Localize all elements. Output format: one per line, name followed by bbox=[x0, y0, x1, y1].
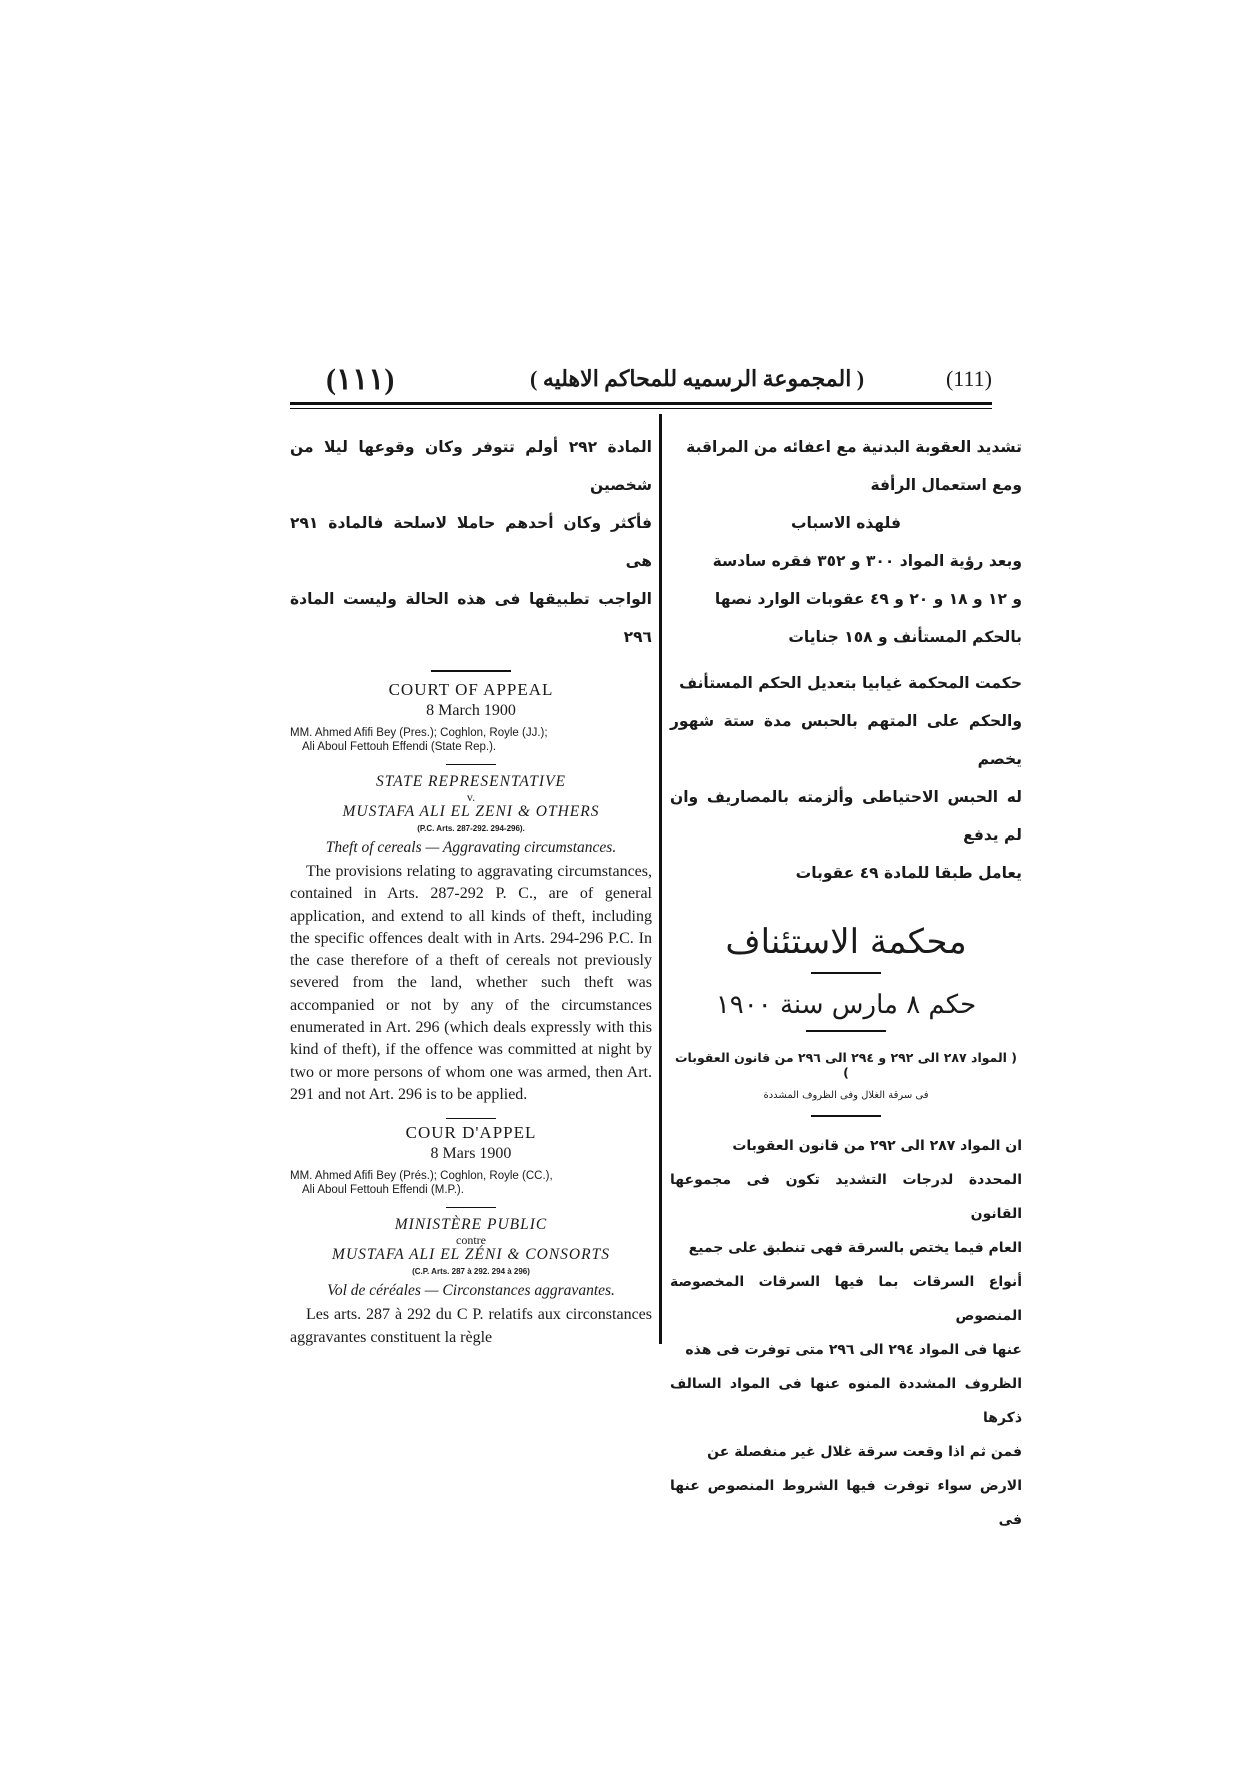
english-report bbox=[290, 680, 652, 1106]
judges-line: Ali Aboul Fettouh Effendi (State Rep.). bbox=[302, 741, 497, 753]
arabic-line: فأكثر وكان أحدهم حاملا لاسلحة فالمادة ٢٩١ هى bbox=[290, 514, 652, 570]
arabic-line: الظروف المشددة المنوه عنها فى المواد السالف ذكرها bbox=[670, 1376, 1022, 1426]
divider bbox=[811, 972, 881, 974]
arabic-line: و ١٢ و ١٨ و ٢٠ و ٤٩ عقوبات الوارد نصها bbox=[714, 590, 1022, 608]
arabic-line: ان المواد ٢٨٧ الى ٢٩٢ من قانون العقوبات bbox=[732, 1138, 1022, 1154]
arabic-judgment-end bbox=[670, 428, 1022, 892]
judges-list bbox=[290, 726, 652, 754]
headnote-text bbox=[290, 861, 652, 1106]
case-subject: Theft of cereals — Aggravating circumstances. bbox=[325, 839, 617, 856]
arabic-line: ومع استعمال الرأفة bbox=[870, 476, 1022, 494]
header-rule bbox=[290, 402, 992, 405]
party-defendant: MUSTAFA ALI EL ZENI & OTHERS bbox=[342, 803, 600, 820]
arabic-line: له الحبس الاحتياطى وألزمته بالمصاريف وان لم يدفع bbox=[670, 788, 1022, 844]
divider bbox=[811, 1115, 881, 1117]
left-column bbox=[290, 428, 652, 1349]
for-these-reasons: فلهذه الاسباب bbox=[790, 514, 902, 532]
arabic-line: بالحكم المستأنف و ١٥٨ جنايات bbox=[788, 628, 1022, 646]
column-divider bbox=[659, 414, 662, 1344]
arabic-line: أنواع السرقات بما فيها السرقات المخصوصة المنصوص bbox=[670, 1274, 1022, 1324]
running-header bbox=[290, 362, 992, 402]
arabic-line: حكمت المحكمة غيابيا بتعديل الحكم المستأنف bbox=[679, 674, 1022, 692]
arabic-line: فمن ثم اذا وقعت سرقة غلال غير منفصلة عن bbox=[707, 1444, 1022, 1460]
arabic-line: عنها فى المواد ٢٩٤ الى ٢٩٦ متى توفرت فى هذه bbox=[685, 1342, 1022, 1358]
case-subject-fr: Vol de céréales — Circonstances aggravantes. bbox=[327, 1282, 615, 1300]
principle-arabic bbox=[670, 1129, 1022, 1537]
judges-line: MM. Ahmed Afifi Bey (Prés.); Coghlon, Royle (CC.), bbox=[290, 1170, 553, 1183]
headnote-paragraph-fr: Les arts. 287 à 292 du C P. relatifs aux circonstances aggravantes constituent la règle bbox=[290, 1306, 652, 1346]
arabic-line: والحكم على المتهم بالحبس مدة ستة شهور يخصم bbox=[670, 712, 1022, 768]
header-rule-thin bbox=[290, 408, 992, 409]
headnote-paragraph: The provisions relating to aggravating circumstances, contained in Arts. 287-292 P. C., are of general application, and extend to all kinds of theft, including the specific offences dealt with in Arts. 294-296 P.C. In the case therefore of a theft of cereals not previously severed from the land, whether such theft was accompanied or not by any of the circumstances enumerated in Art. 296 (which deals expressly with this kind of theft), if the offence was committed at night by two or more persons of whom one was armed, then Art. 291 and not Art. 296 is to be applied. bbox=[290, 863, 652, 1103]
arabic-line: وبعد رؤية المواد ٣٠٠ و ٣٥٢ فقره سادسة bbox=[712, 552, 1022, 570]
arabic-line: الواجب تطبيقها فى هذه الحالة وليست المادة ٢٩٦ bbox=[290, 590, 652, 646]
party-defendant-fr: MUSTAFA ALI EL ZÉNI & CONSORTS bbox=[332, 1246, 610, 1264]
case-subject-arabic: فى سرقة الغلال وفى الظروف المشددة bbox=[763, 1090, 929, 1101]
judges-list-fr bbox=[290, 1169, 652, 1197]
party-plaintiff-fr: MINISTÈRE PUBLIC bbox=[394, 1216, 548, 1234]
articles-cited-arabic: ( المواد ٢٨٧ الى ٢٩٢ و ٢٩٤ الى ٢٩٦ من قانون العقوبات ) bbox=[675, 1050, 1017, 1080]
judgment-date: 8 March 1900 bbox=[426, 702, 516, 719]
section-divider bbox=[431, 670, 511, 672]
page-number-arabic: (١١١) bbox=[326, 363, 395, 396]
court-title-arabic: محكمة الاستئناف bbox=[725, 922, 967, 962]
court-heading-fr: COUR D'APPEL bbox=[405, 1123, 537, 1143]
arabic-continuation bbox=[290, 428, 652, 656]
judges-line: Ali Aboul Fettouh Effendi (M.P.). bbox=[302, 1184, 464, 1197]
judges-line: MM. Ahmed Afifi Bey (Pres.); Coghlon, Royle (JJ.); bbox=[290, 727, 548, 739]
arabic-line: الارض سواء توفرت فيها الشروط المنصوص عنها فى bbox=[670, 1478, 1022, 1528]
section-divider bbox=[446, 1118, 496, 1119]
running-title-arabic: ( المجموعة الرسميه للمحاكم الاهليه ) bbox=[530, 366, 865, 391]
articles-cited: (P.C. Arts. 287-292. 294-296). bbox=[417, 824, 525, 833]
court-heading: COURT OF APPEAL bbox=[388, 680, 554, 699]
french-report bbox=[290, 1123, 652, 1349]
divider bbox=[806, 1030, 886, 1032]
divider bbox=[446, 1207, 496, 1208]
versus: v. bbox=[466, 790, 476, 804]
arabic-line: يعامل طبقا للمادة ٤٩ عقوبات bbox=[795, 864, 1022, 882]
right-column bbox=[670, 428, 1022, 1537]
judgment-date-fr: 8 Mars 1900 bbox=[430, 1145, 512, 1163]
versus-fr: contre bbox=[456, 1233, 486, 1248]
arabic-line: العام فيما يختص بالسرقة فهى تنطبق على جميع bbox=[688, 1240, 1022, 1256]
divider bbox=[446, 764, 496, 765]
headnote-text-fr bbox=[290, 1304, 652, 1349]
arabic-line: المادة ٢٩٢ أولم تتوفر وكان وقوعها ليلا من شخصين bbox=[290, 438, 652, 494]
arabic-line: تشديد العقوبة البدنية مع اعفائه من المراقبة bbox=[686, 438, 1022, 456]
party-plaintiff: STATE REPRESENTATIVE bbox=[375, 773, 567, 790]
articles-cited-fr: (C.P. Arts. 287 à 292. 294 à 296) bbox=[412, 1267, 530, 1277]
judgment-date-arabic: حكم ٨ مارس سنة ١٩٠٠ bbox=[715, 990, 977, 1020]
arabic-line: المحددة لدرجات التشديد تكون فى مجموعها القانون bbox=[670, 1172, 1022, 1222]
page-number: (111) bbox=[945, 366, 992, 391]
